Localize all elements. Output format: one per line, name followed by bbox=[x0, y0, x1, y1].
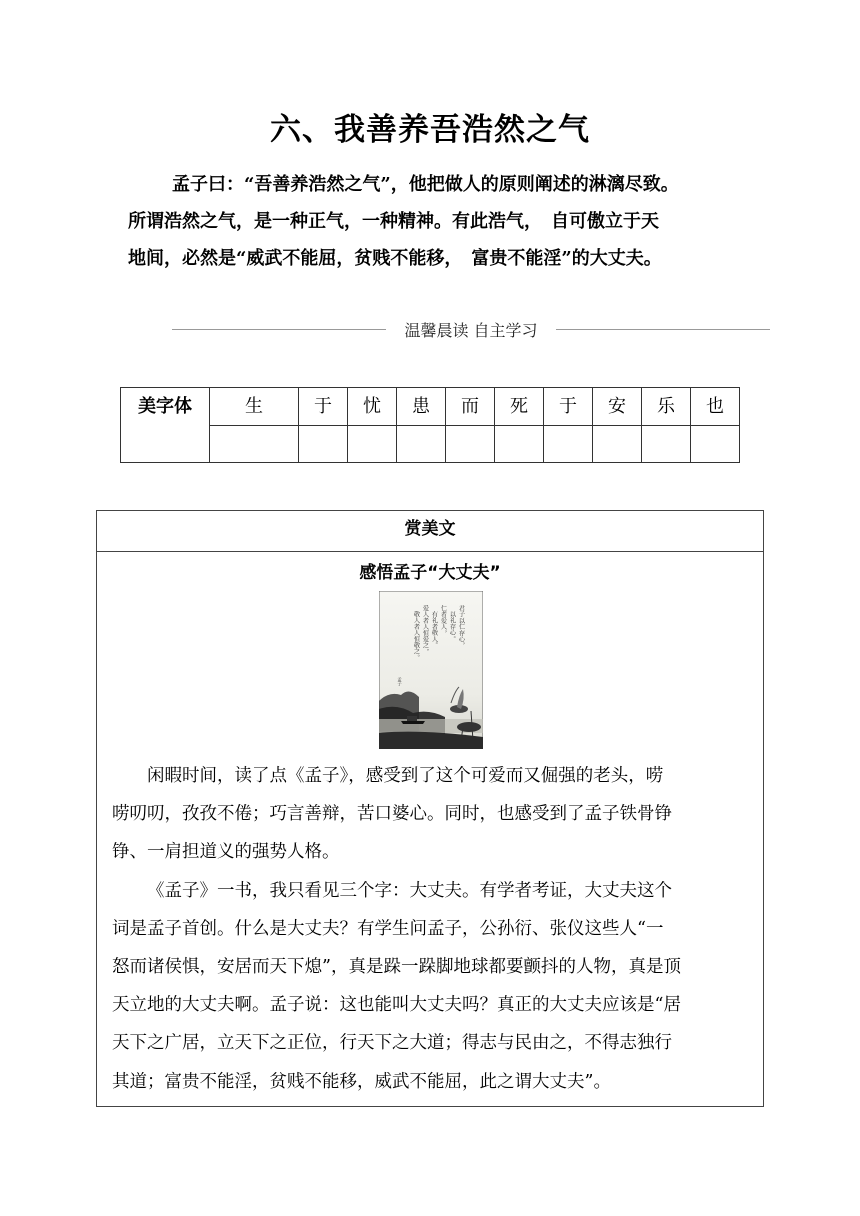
article-title: 感悟孟子“大丈夫” bbox=[359, 563, 501, 583]
image-text-col-4: 有礼者敬人。 bbox=[430, 611, 438, 649]
practice-blank-row bbox=[121, 426, 740, 463]
image-text-col-6: 敬人者人恒敬之。 bbox=[412, 611, 420, 661]
section-heading: 赏美文 bbox=[97, 511, 763, 552]
image-seal-text: 孟子 bbox=[396, 677, 402, 686]
practice-blank-cell[interactable] bbox=[544, 426, 593, 463]
text-line: 天下之广居，立天下之正位，行天下之大道；得志与民由之，不得志独行 bbox=[112, 1033, 672, 1054]
text-line: 唠叨叨，孜孜不倦；巧言善辩，苦口婆心。同时，也感受到了孟子铁骨铮 bbox=[112, 804, 672, 825]
article-paragraph-2 bbox=[112, 872, 755, 910]
practice-char: 也 bbox=[691, 388, 740, 426]
practice-blank-cell[interactable] bbox=[210, 426, 299, 463]
practice-char: 于 bbox=[544, 388, 593, 426]
handwriting-practice-table bbox=[120, 387, 740, 463]
text-line: 词是孟子首创。什么是大丈夫？有学生问孟子，公孙衍、张仪这些人“一 bbox=[112, 918, 664, 939]
practice-blank-cell[interactable] bbox=[299, 426, 348, 463]
text-line: 铮、一肩担道义的强势人格。 bbox=[112, 842, 340, 863]
text-line: 《孟子》一书，我只看见三个字：大丈夫。有学者考证，大丈夫这个 bbox=[147, 880, 672, 901]
calligraphy-landscape-image bbox=[379, 591, 483, 749]
practice-char: 患 bbox=[397, 388, 446, 426]
practice-blank-cell[interactable] bbox=[691, 426, 740, 463]
intro-line-2: 所谓浩然之气，是一种正气，一种精神。有此浩气， 自可傲立于天 bbox=[128, 211, 659, 232]
text-line: 怒而诸侯惧，安居而天下熄”，真是跺一跺脚地球都要颤抖的人物，真是顶 bbox=[112, 957, 681, 978]
practice-char: 乐 bbox=[642, 388, 691, 426]
text-line: 其道；富贵不能淫，贫贱不能移，威武不能屈，此之谓大丈夫”。 bbox=[112, 1071, 611, 1092]
practice-blank-cell[interactable] bbox=[642, 426, 691, 463]
article-paragraph-1 bbox=[112, 757, 755, 795]
practice-char: 安 bbox=[593, 388, 642, 426]
intro-line-1: 孟子曰：“吾善养浩然之气”，他把做人的原则阐述的淋漓尽致。 bbox=[172, 174, 679, 195]
article-body bbox=[112, 757, 755, 1101]
section-divider bbox=[172, 318, 770, 342]
practice-blank-cell[interactable] bbox=[495, 426, 544, 463]
intro-line-3: 地间，必然是“威武不能屈，贫贱不能移， 富贵不能淫”的大丈夫。 bbox=[128, 248, 662, 269]
image-text-col-3: 仁者爱人， bbox=[439, 605, 447, 636]
practice-chars-row bbox=[121, 388, 740, 426]
intro-paragraph bbox=[128, 166, 748, 277]
practice-blank-cell[interactable] bbox=[446, 426, 495, 463]
practice-label: 美字体 bbox=[121, 388, 210, 463]
practice-blank-cell[interactable] bbox=[397, 426, 446, 463]
image-text-col-2: 以礼存心。 bbox=[448, 611, 456, 642]
divider-line-right bbox=[556, 329, 770, 330]
text-line: 闲暇时间，读了点《孟子》，感受到了这个可爱而又倔强的老头，唠 bbox=[147, 766, 664, 786]
practice-blank-cell[interactable] bbox=[348, 426, 397, 463]
practice-char: 而 bbox=[446, 388, 495, 426]
practice-char: 忧 bbox=[348, 388, 397, 426]
practice-char: 于 bbox=[299, 388, 348, 426]
page-title: 六、我善养吾浩然之气 bbox=[270, 112, 590, 148]
practice-char: 死 bbox=[495, 388, 544, 426]
text-line: 天立地的大丈夫啊。孟子说：这也能叫大丈夫吗？真正的大丈夫应该是“居 bbox=[112, 995, 681, 1016]
image-text-col-5: 爱人者人恒爱之， bbox=[421, 605, 429, 655]
practice-blank-cell[interactable] bbox=[593, 426, 642, 463]
practice-char: 生 bbox=[210, 388, 299, 426]
divider-line-left bbox=[172, 329, 386, 330]
reading-section-box bbox=[96, 510, 764, 1107]
image-text-col-1: 君子以仁存心， bbox=[457, 605, 465, 649]
divider-text: 温馨晨读 自主学习 bbox=[404, 321, 538, 340]
